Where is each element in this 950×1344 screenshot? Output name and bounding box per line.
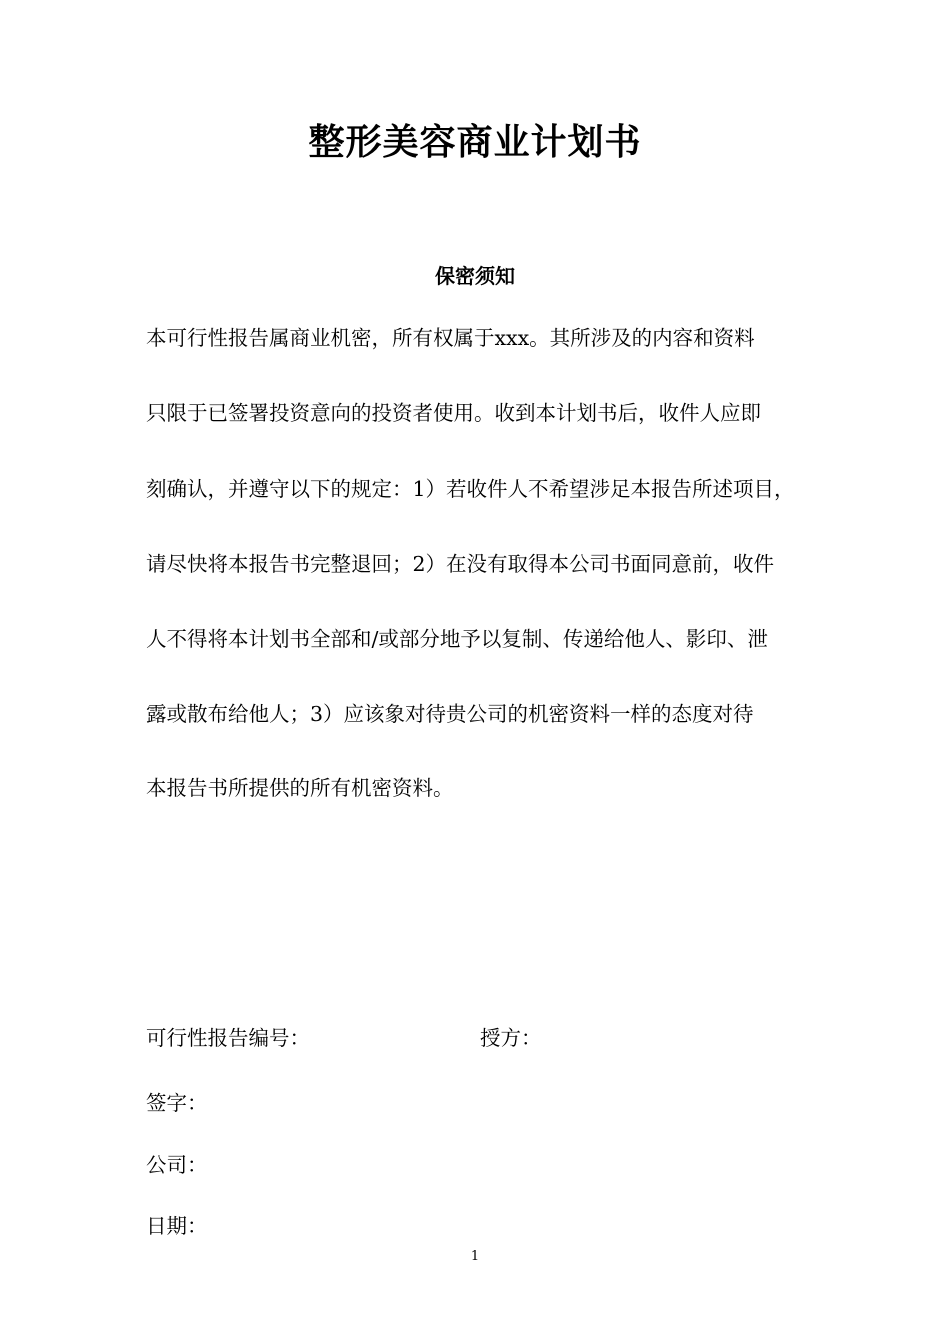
notice-paragraph-line: 露或散布给他人；3）应该象对待贵公司的机密资料一样的态度对待 — [146, 702, 754, 726]
notice-paragraph-line: 刻确认，并遵守以下的规定：1）若收件人不希望涉足本报告所述项目， — [146, 477, 795, 501]
report-number-label: 可行性报告编号： — [146, 1026, 310, 1050]
confidentiality-heading: 保密须知 — [435, 264, 515, 288]
notice-paragraph-line: 本可行性报告属商业机密，所有权属于xxx。其所涉及的内容和资料 — [146, 326, 755, 350]
document-title: 整形美容商业计划书 — [308, 122, 642, 163]
signature-label: 签字： — [146, 1091, 208, 1115]
notice-paragraph-line: 人不得将本计划书全部和/或部分地予以复制、传递给他人、影印、泄 — [146, 627, 768, 651]
page-number: 1 — [470, 1249, 480, 1264]
date-label: 日期： — [146, 1214, 208, 1238]
company-label: 公司： — [146, 1153, 208, 1177]
grantor-label: 授方： — [480, 1026, 542, 1050]
notice-paragraph-line: 本报告书所提供的所有机密资料。 — [146, 776, 454, 800]
notice-paragraph-line: 请尽快将本报告书完整退回；2）在没有取得本公司书面同意前，收件 — [146, 552, 775, 576]
notice-paragraph-line: 只限于已签署投资意向的投资者使用。收到本计划书后，收件人应即 — [146, 401, 761, 425]
